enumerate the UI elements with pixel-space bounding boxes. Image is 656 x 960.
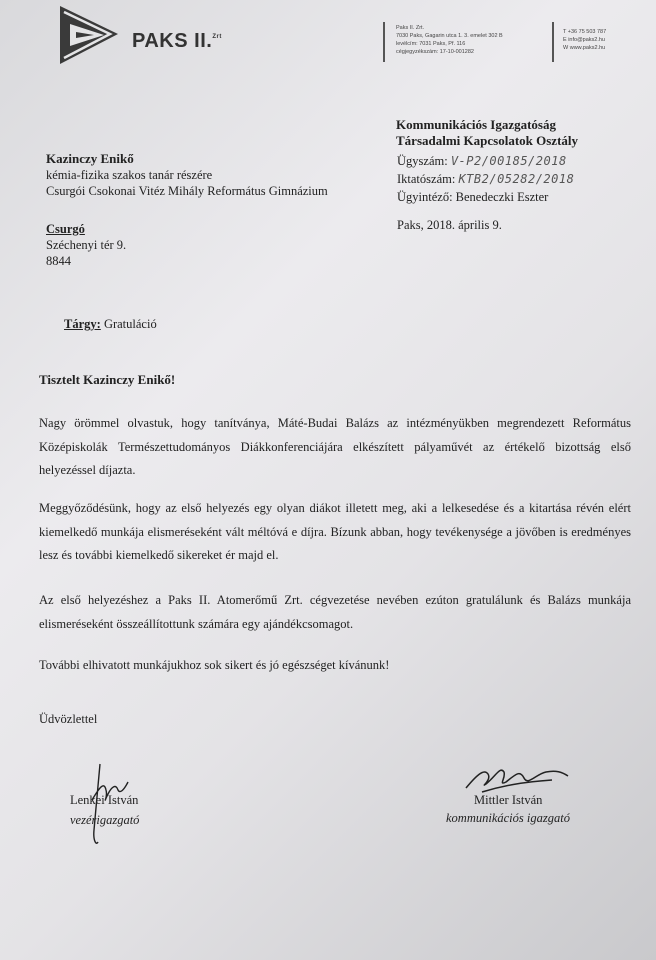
iktatoszam-value: KTB2/05282/2018 — [458, 172, 575, 186]
contact-info: T +36 75 503 787 E info@paks2.hu W www.paks2.hu — [563, 29, 607, 51]
ugyszam-value: V-P2/00185/2018 — [450, 154, 567, 168]
paragraph: További elhivatott munkájukhoz sok sikert és jó egészséget kívánunk! — [39, 658, 390, 672]
closing: Üdvözlettel — [39, 712, 98, 726]
address-block — [46, 221, 126, 269]
signatory-name: Lenkei István — [70, 793, 139, 807]
reference-block: Ügyszám: V-P2/00185/2018 Iktatószám: KTB2/05282/2018 Ügyintéző: Benedeczki Eszter — [397, 154, 575, 204]
recipient-block — [46, 151, 328, 199]
signatory-name: Mittler István — [474, 793, 543, 807]
signatory-title: kommunikációs igazgató — [446, 811, 570, 825]
header-divider — [383, 22, 385, 62]
recipient-name: Kazinczy Enikő — [46, 151, 134, 166]
department: Kommunikációs Igazgatóság Társadalmi Kapcsolatok Osztály — [396, 117, 579, 148]
paragraph: Az első helyezéshez a Paks II. Atomerőmű Zrt. cégvezetése nevében ezúton gratulálunk és Balázs munkája elismeréseként összeállítottunk számára egy ajándékcsomagot. — [39, 593, 631, 631]
paragraph: Meggyőződésünk, hogy az első helyezés egy olyan diákot illetett meg, aki a lelkesedése és a kitartása révén elért kiemelkedő munkája elismeréseként vált méltóvá e díjra. Bízunk abban, hogy tevékenysége a jövőben is eredményes lesz és további kiemelkedő sikereket ér majd el. — [39, 501, 631, 562]
address-zip: 8844 — [46, 254, 71, 268]
signatory-title: vezérigazgató — [70, 813, 140, 827]
letter-date: Paks, 2018. április 9. — [397, 218, 502, 232]
recipient-school: Csurgói Csokonai Vitéz Mihály Református Gimnázium — [46, 184, 328, 198]
address-street: Széchenyi tér 9. — [46, 238, 127, 252]
ugyintezo-value: Benedeczki Eszter — [455, 190, 549, 204]
brand-name: PAKS II.$^{Zrt}$ — [132, 30, 222, 52]
signature-right — [462, 758, 572, 798]
paragraph: Nagy örömmel olvastuk, hogy tanítványa, Máté-Budai Balázs az intézményükben megrendezett Református Középiskolák Természettudományos Diákkonferenciájára elkészített pályaművét az értékelő bizottság első helyezéssel díjazta. — [39, 416, 631, 477]
company-info: Paks II. Zrt. 7030 Paks, Gagarin utca 1. 3. emelet 302 B levélcím: 7031 Paks, Pf. 116 cégjegyzékszám: 17-10-001282 — [396, 25, 503, 55]
recipient-role: kémia-fizika szakos tanár részére — [46, 168, 213, 182]
address-city: Csurgó — [46, 222, 85, 236]
paks-logo-icon — [58, 4, 120, 66]
subject-line: Tárgy: Gratuláció — [64, 317, 157, 331]
header-divider — [552, 22, 554, 62]
salutation: Tisztelt Kazinczy Enikő! — [39, 372, 176, 387]
